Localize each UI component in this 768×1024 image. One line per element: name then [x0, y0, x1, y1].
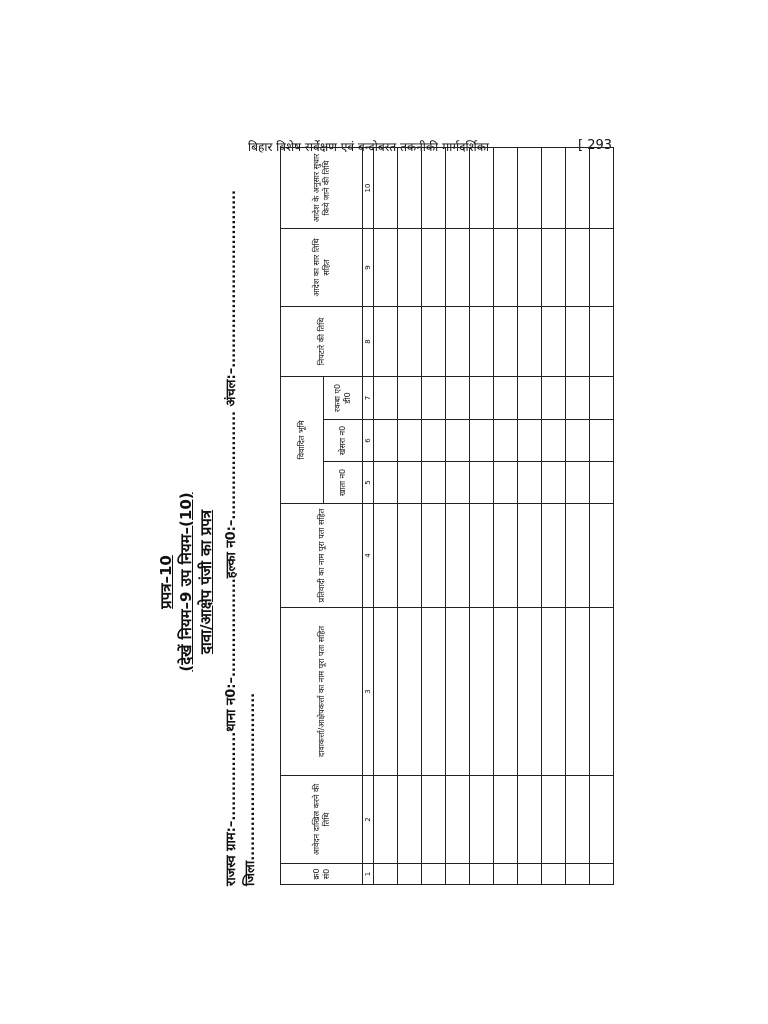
- col-header-disputed-land: विवादित भूमि: [281, 376, 324, 503]
- table-cell[interactable]: [566, 228, 590, 306]
- table-cell[interactable]: [566, 376, 590, 419]
- col-header-application-date: आवेदन दाखिल करने की तिथि: [281, 776, 363, 864]
- table-cell[interactable]: [446, 504, 470, 608]
- col-num: 2: [363, 776, 374, 864]
- table-cell[interactable]: [470, 147, 494, 228]
- table-cell[interactable]: [398, 306, 422, 376]
- table-cell[interactable]: [566, 504, 590, 608]
- table-cell[interactable]: [470, 228, 494, 306]
- table-cell[interactable]: [470, 776, 494, 864]
- table-row: [566, 147, 590, 884]
- table-row: [494, 147, 518, 884]
- table-cell[interactable]: [542, 306, 566, 376]
- form-register-title: दावा/आक्षेप पंजी का प्रपत्र: [197, 509, 215, 655]
- col-num: 5: [363, 462, 374, 504]
- table-cell[interactable]: [494, 420, 518, 462]
- table-cell[interactable]: [518, 147, 542, 228]
- table-cell[interactable]: [374, 864, 398, 885]
- table-cell[interactable]: [374, 306, 398, 376]
- table-cell[interactable]: [518, 228, 542, 306]
- table-cell[interactable]: [422, 420, 446, 462]
- table-cell[interactable]: [494, 608, 518, 776]
- table-cell[interactable]: [422, 864, 446, 885]
- table-cell[interactable]: [398, 864, 422, 885]
- table-cell[interactable]: [518, 462, 542, 504]
- table-cell[interactable]: [542, 147, 566, 228]
- table-cell[interactable]: [374, 462, 398, 504]
- table-cell[interactable]: [470, 420, 494, 462]
- col-header-respondent: प्रतिवादी का नाम पूरा पता सहित: [281, 504, 363, 608]
- table-cell[interactable]: [446, 228, 470, 306]
- table-cell[interactable]: [374, 147, 398, 228]
- col-header-disposal-date: निपटारे की तिथि: [281, 306, 363, 376]
- table-cell[interactable]: [446, 420, 470, 462]
- table-cell[interactable]: [566, 776, 590, 864]
- table-cell[interactable]: [590, 776, 614, 864]
- table-cell[interactable]: [446, 462, 470, 504]
- col-num: 4: [363, 504, 374, 608]
- table-cell[interactable]: [590, 376, 614, 419]
- table-cell[interactable]: [398, 228, 422, 306]
- table-cell[interactable]: [566, 147, 590, 228]
- table-cell[interactable]: [470, 608, 494, 776]
- running-header: बिहार विशेष सर्वेक्षण एवं बन्दोबस्त तकनीकी मार्गदर्शिका: [248, 140, 490, 154]
- table-cell[interactable]: [566, 462, 590, 504]
- page-number: [ 293: [578, 138, 613, 153]
- table-row: [398, 147, 422, 884]
- table-cell[interactable]: [590, 306, 614, 376]
- table-cell[interactable]: [566, 306, 590, 376]
- col-num: 3: [363, 608, 374, 776]
- table-cell[interactable]: [590, 608, 614, 776]
- table-cell[interactable]: [446, 376, 470, 419]
- district-line: जिला..................................: [243, 692, 258, 886]
- sub-header-khesra: खेसरा न0: [324, 420, 363, 462]
- sub-header-area: रकबा ए0 डी0: [324, 376, 363, 419]
- table-cell[interactable]: [422, 504, 446, 608]
- table-cell[interactable]: [542, 462, 566, 504]
- table-cell[interactable]: [494, 504, 518, 608]
- table-cell[interactable]: [422, 228, 446, 306]
- table-cell[interactable]: [446, 147, 470, 228]
- table-cell[interactable]: [374, 376, 398, 419]
- table-cell[interactable]: [470, 376, 494, 419]
- table-cell[interactable]: [494, 864, 518, 885]
- table-cell[interactable]: [494, 376, 518, 419]
- table-cell[interactable]: [494, 306, 518, 376]
- table-cell[interactable]: [470, 306, 494, 376]
- table-cell[interactable]: [590, 504, 614, 608]
- table-cell[interactable]: [398, 376, 422, 419]
- col-num: 6: [363, 420, 374, 462]
- table-cell[interactable]: [422, 462, 446, 504]
- table-cell[interactable]: [542, 376, 566, 419]
- table-cell[interactable]: [470, 864, 494, 885]
- table-cell[interactable]: [590, 420, 614, 462]
- table-cell[interactable]: [422, 776, 446, 864]
- table-cell[interactable]: [542, 608, 566, 776]
- table-cell[interactable]: [542, 864, 566, 885]
- col-header-order-summary: आदेश का सार तिथि सहित: [281, 228, 363, 306]
- table-row: [518, 147, 542, 884]
- table-row: [374, 147, 398, 884]
- header-row: [281, 147, 324, 884]
- table-cell[interactable]: [494, 462, 518, 504]
- table-cell[interactable]: [566, 608, 590, 776]
- table-cell[interactable]: [542, 776, 566, 864]
- location-line: राजस्व ग्राम:–..................थाना न0:–....................हल्का न0:–...................... अंचल:–....................................: [224, 190, 239, 886]
- table-cell[interactable]: [374, 608, 398, 776]
- table-cell[interactable]: [446, 864, 470, 885]
- col-header-correction-date: आदेश के अनुसार सुधार किये जाने की तिथि: [281, 147, 363, 228]
- table-cell[interactable]: [566, 420, 590, 462]
- table-cell[interactable]: [398, 504, 422, 608]
- table-cell[interactable]: [542, 420, 566, 462]
- table-cell[interactable]: [590, 462, 614, 504]
- table-cell[interactable]: [470, 462, 494, 504]
- table-cell[interactable]: [518, 504, 542, 608]
- table-cell[interactable]: [398, 462, 422, 504]
- form-title: प्रपत्र–10: [157, 555, 175, 609]
- table-cell[interactable]: [518, 864, 542, 885]
- table-cell[interactable]: [422, 306, 446, 376]
- table-cell[interactable]: [590, 228, 614, 306]
- table-cell[interactable]: [446, 306, 470, 376]
- table-cell[interactable]: [542, 504, 566, 608]
- table-row: [422, 147, 446, 884]
- col-num: 8: [363, 306, 374, 376]
- table-cell[interactable]: [542, 228, 566, 306]
- table-cell[interactable]: [398, 147, 422, 228]
- table-cell[interactable]: [398, 776, 422, 864]
- col-num: 1: [363, 864, 374, 885]
- table-cell[interactable]: [446, 776, 470, 864]
- col-header-serial: क्र0 सं0: [281, 864, 363, 885]
- table-cell[interactable]: [494, 147, 518, 228]
- sub-header-khata: खाता न0: [324, 462, 363, 504]
- col-num: 10: [363, 147, 374, 228]
- table-cell[interactable]: [518, 420, 542, 462]
- table-cell[interactable]: [590, 864, 614, 885]
- table-cell[interactable]: [494, 776, 518, 864]
- col-num: 9: [363, 228, 374, 306]
- table-cell[interactable]: [518, 306, 542, 376]
- table-row: [542, 147, 566, 884]
- table-cell[interactable]: [422, 147, 446, 228]
- table-cell[interactable]: [566, 864, 590, 885]
- table-cell[interactable]: [398, 420, 422, 462]
- table-cell[interactable]: [590, 147, 614, 228]
- table-cell[interactable]: [422, 608, 446, 776]
- table-cell[interactable]: [374, 776, 398, 864]
- table-cell[interactable]: [374, 228, 398, 306]
- table-cell[interactable]: [446, 608, 470, 776]
- table-cell[interactable]: [374, 504, 398, 608]
- table-cell[interactable]: [494, 228, 518, 306]
- col-header-claimant: दावाकर्त्ता/आक्षेपकर्त्ता का नाम पूरा पता सहित: [281, 608, 363, 776]
- column-number-row: [363, 147, 374, 884]
- table-row: [470, 147, 494, 884]
- claim-objection-register-table: [280, 147, 614, 885]
- table-cell[interactable]: [422, 376, 446, 419]
- table-cell[interactable]: [374, 420, 398, 462]
- table-row: [446, 147, 470, 884]
- table-row: [590, 147, 614, 884]
- table-cell[interactable]: [518, 376, 542, 419]
- col-num: 7: [363, 376, 374, 419]
- blank-entry-rows: [374, 147, 614, 884]
- table-cell[interactable]: [398, 608, 422, 776]
- table-cell[interactable]: [518, 776, 542, 864]
- form-subtitle: (देखें नियम–9 उप नियम–(10): [177, 492, 195, 672]
- table-cell[interactable]: [518, 608, 542, 776]
- table-cell[interactable]: [470, 504, 494, 608]
